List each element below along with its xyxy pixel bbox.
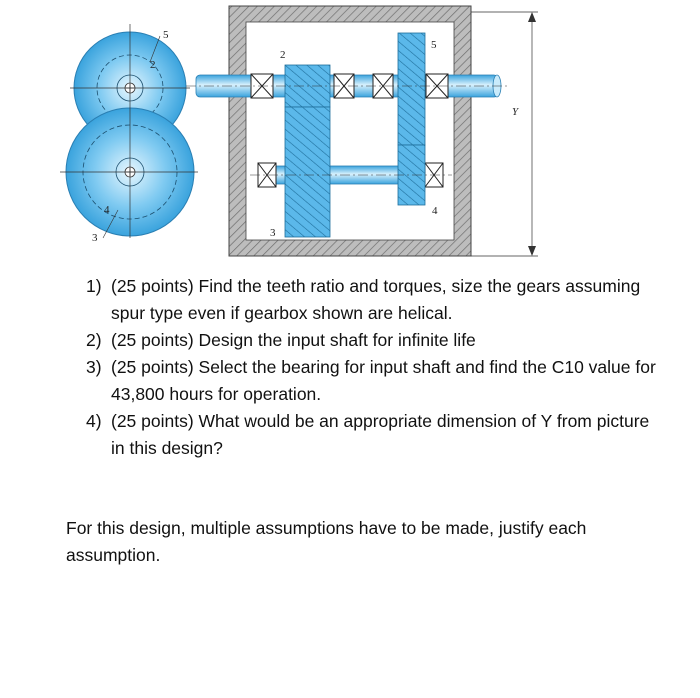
gearbox-section-view	[186, 6, 538, 256]
question-text: (25 points) Find the teeth ratio and torques, size the gears assuming spur type even if gearbox shown are helical.	[111, 276, 641, 323]
gear-end-view	[60, 24, 198, 244]
question-text: (25 points) What would be an appropriate dimension of Y from picture in this design?	[111, 411, 650, 458]
label-gear-5: 5	[431, 39, 437, 51]
gear-5	[398, 33, 425, 145]
dimension-y	[471, 12, 538, 256]
label-gear-4: 4	[432, 205, 438, 217]
label-gear-2: 2	[280, 49, 286, 61]
label-gear-3: 3	[270, 227, 276, 239]
label-gear-3-end: 3	[92, 232, 98, 244]
question-text: (25 points) Select the bearing for input shaft and find the C10 value for 43,800 hours for operation.	[111, 357, 656, 404]
gear-3	[285, 107, 330, 237]
question-item	[86, 273, 666, 327]
question-number: 1)	[86, 276, 102, 296]
label-dimension-y: Y	[512, 106, 519, 118]
label-gear-4-end: 4	[104, 204, 110, 216]
label-gear-5-end: 5	[163, 29, 169, 41]
label-gear-2-end: 2	[150, 59, 156, 71]
question-list	[86, 273, 666, 462]
gearbox-figure	[0, 0, 700, 270]
assumptions-note: For this design, multiple assumptions have to be made, justify each assumption.	[66, 518, 587, 565]
question-item	[86, 354, 666, 408]
question-item	[86, 408, 666, 462]
question-number: 3)	[86, 357, 102, 377]
question-number: 2)	[86, 330, 102, 350]
question-text: (25 points) Design the input shaft for infinite life	[111, 330, 476, 350]
question-number: 4)	[86, 411, 102, 431]
question-item	[86, 327, 666, 354]
